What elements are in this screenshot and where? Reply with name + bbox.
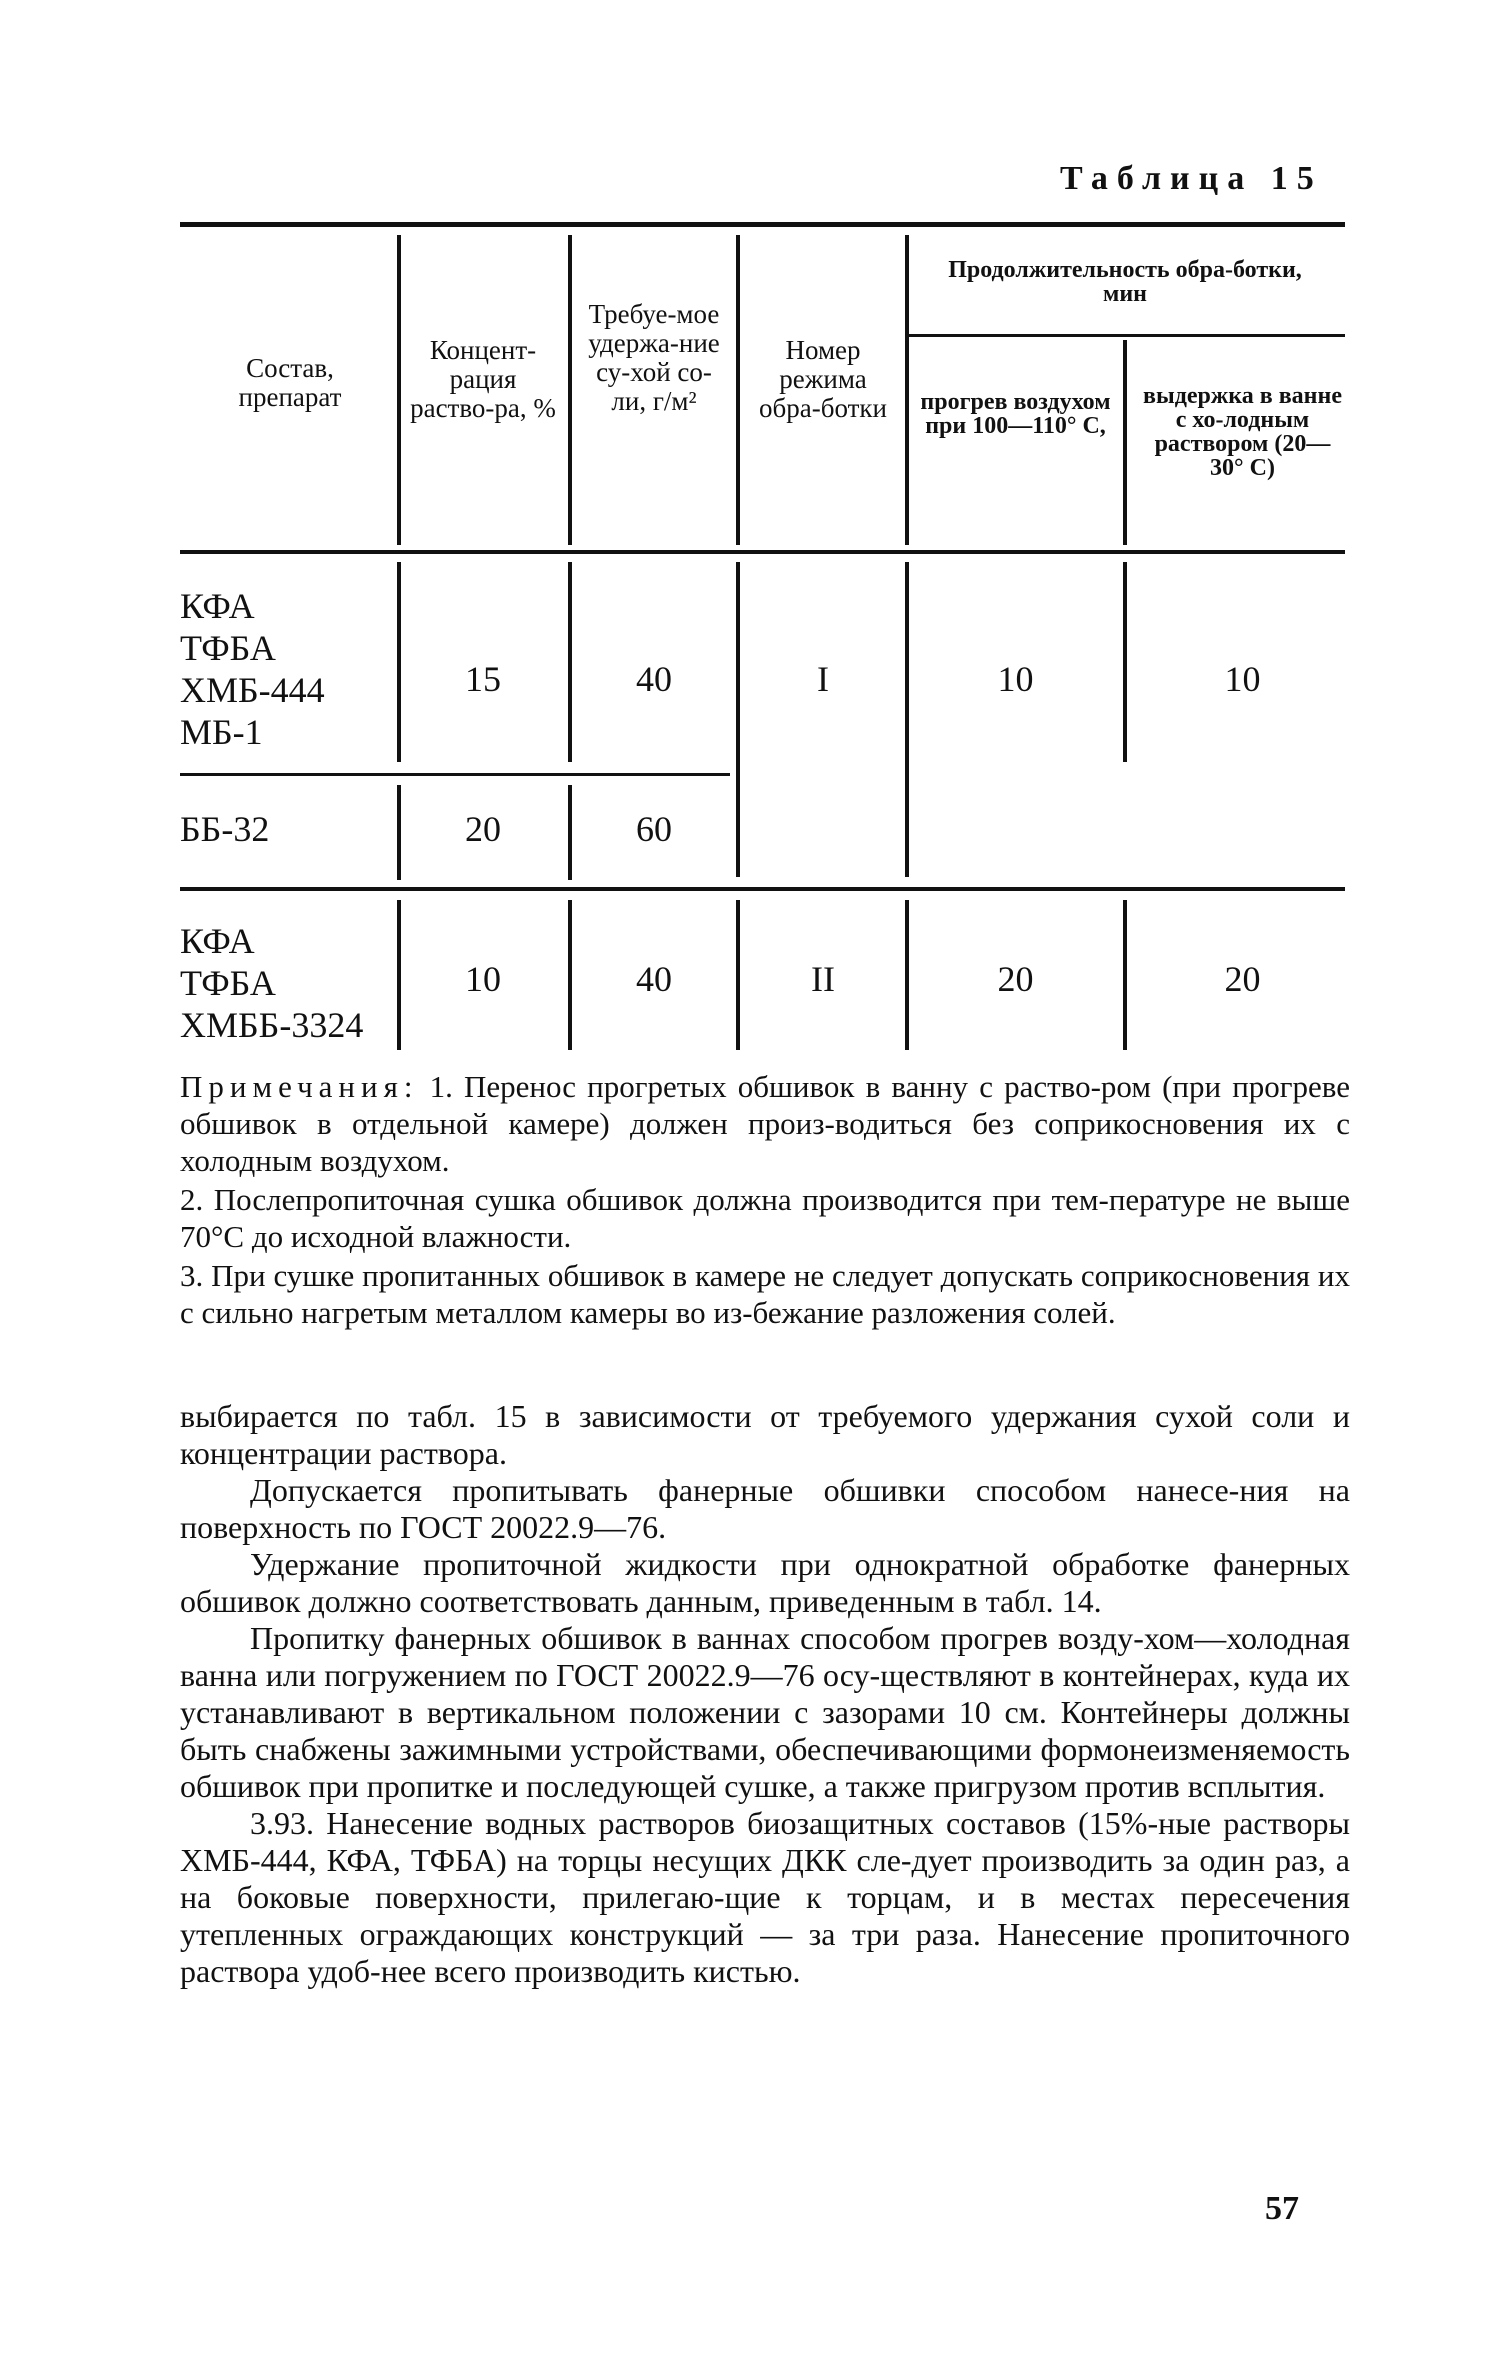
paragraph: Пропитку фанерных обшивок в ваннах способом прогрев возду-хом—холодная ванна или погружением по ГОСТ 20022.9—76 осу-ществляют в контейнерах, куда их устанавливают в вертикальном положении с зазорами 10 см. Контейнеры должны быть снабжены зажимными устройствами, обеспечивающими формонеизменяемость обшивок при пропитке и последующей сушке, а также пригрузом против всплытия. xyxy=(180,1620,1350,1804)
notes-label: Примечания: xyxy=(180,1069,419,1104)
col-divider xyxy=(736,562,740,877)
note-1 xyxy=(180,1068,1350,1179)
note-3: 3. При сушке пропитанных обшивок в камере не следует допускать соприкосновения их с сильно нагретым металлом камеры во из-бежание разложения солей. xyxy=(180,1258,1350,1330)
col-divider xyxy=(397,235,401,545)
row3-comp-2: ТФБА xyxy=(180,963,276,1003)
col-divider xyxy=(397,562,401,762)
col-divider xyxy=(568,785,572,880)
col-divider xyxy=(568,562,572,762)
row1-composition xyxy=(180,585,390,753)
row1-bath: 10 xyxy=(1224,659,1261,699)
row2-concentration: 20 xyxy=(465,809,501,849)
header-concentration: Концент-рация раство-ра, % xyxy=(410,335,556,423)
col-divider xyxy=(1123,900,1127,1050)
note-2: 2. Послепропиточная сушка обшивок должна производится при тем-пературе не выше 70°С до исходной влажности. xyxy=(180,1182,1350,1254)
row-divider-2 xyxy=(180,887,1345,891)
row1-concentration: 15 xyxy=(465,659,501,699)
col-divider xyxy=(1123,562,1127,762)
row2-comp-1: ББ-32 xyxy=(180,809,270,849)
row1-comp-2: ТФБА xyxy=(180,628,276,668)
col-divider xyxy=(736,235,740,545)
row2-composition xyxy=(180,808,390,850)
col-divider xyxy=(905,562,909,877)
row3-concentration: 10 xyxy=(465,959,501,999)
col-divider xyxy=(1123,340,1127,545)
header-mode: Номер режима обра-ботки xyxy=(759,335,887,423)
page-number: 57 xyxy=(1265,2190,1299,2227)
body-text xyxy=(180,1398,1350,1990)
col-divider xyxy=(905,235,909,545)
row1-heating: 10 xyxy=(997,659,1034,699)
col-divider xyxy=(736,900,740,1050)
col-divider xyxy=(397,900,401,1050)
table-caption: Таблица 15 xyxy=(1060,160,1323,197)
row1-mode: I xyxy=(817,659,829,699)
table-top-rule xyxy=(180,222,1345,227)
row3-composition xyxy=(180,920,390,1046)
header-bath: выдержка в ванне с хо-лодным раствором (20—30° С) xyxy=(1143,383,1342,481)
row2-retention: 60 xyxy=(636,809,672,849)
row3-heating: 20 xyxy=(997,959,1034,999)
paragraph: выбирается по табл. 15 в зависимости от требуемого удержания сухой соли и концентрации раствора. xyxy=(180,1398,1350,1471)
header-bottom-rule xyxy=(180,550,1345,554)
header-heating: прогрев воздухом при 100—110° С, xyxy=(920,389,1111,439)
paragraph: 3.93. Нанесение водных растворов биозащитных составов (15%-ные растворы ХМБ-444, КФА, ТФБА) на торцы несущих ДКК сле-дует производить за один раз, а на боковые поверхности, прилегаю-щие к торцам, и в местах пересечения утепленных ограждающих конструкций — за три раза. Нанесение пропиточного раствора удоб-нее всего производить кистью. xyxy=(180,1805,1350,1989)
col-divider xyxy=(905,900,909,1050)
row1-retention: 40 xyxy=(636,659,672,699)
row1-comp-4: МБ-1 xyxy=(180,712,263,752)
notes xyxy=(180,1068,1350,1331)
row3-mode: II xyxy=(811,959,835,999)
row3-comp-1: КФА xyxy=(180,921,255,961)
note-1-text: 1. Перенос прогретых обшивок в ванну с раство-ром (при прогреве обшивок в отдельной камере) должен произ-водиться без соприкосновения их с холодным воздухом. xyxy=(180,1069,1350,1178)
header-composition: Состав, препарат xyxy=(238,353,342,412)
header-retention: Требуе-мое удержа-ние су-хой со-ли, г/м² xyxy=(588,299,720,416)
paragraph: Удержание пропиточной жидкости при однократной обработке фанерных обшивок должно соответствовать данным, приведенным в табл. 14. xyxy=(180,1546,1350,1619)
header-duration: Продолжительность обра-ботки, мин xyxy=(948,257,1302,307)
row1-comp-3: ХМБ-444 xyxy=(180,670,325,710)
header-duration-rule xyxy=(905,334,1345,337)
row3-bath: 20 xyxy=(1224,959,1261,999)
row3-comp-3: ХМББ-3324 xyxy=(180,1005,364,1045)
row3-retention: 40 xyxy=(636,959,672,999)
col-divider xyxy=(397,785,401,880)
row1-comp-1: КФА xyxy=(180,586,255,626)
col-divider xyxy=(568,235,572,545)
paragraph: Допускается пропитывать фанерные обшивки способом нанесе-ния на поверхность по ГОСТ 20022.9—76. xyxy=(180,1472,1350,1545)
col-divider xyxy=(568,900,572,1050)
row-divider-1 xyxy=(180,773,730,776)
